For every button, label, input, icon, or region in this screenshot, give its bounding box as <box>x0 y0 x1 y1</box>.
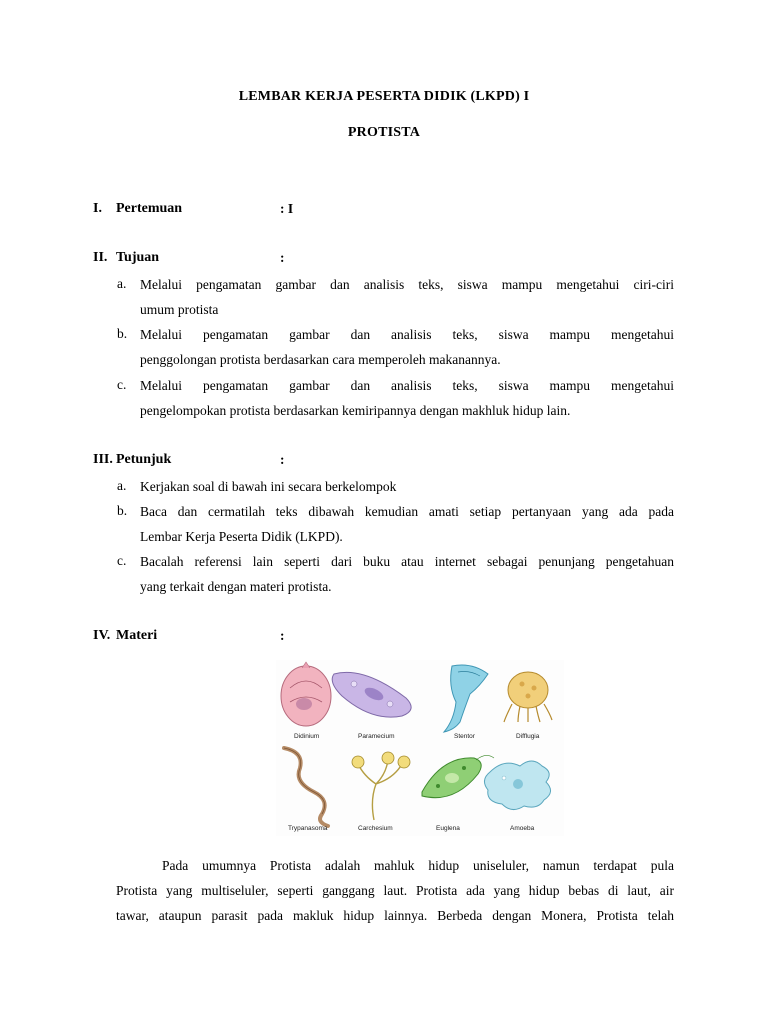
list-item <box>140 474 674 499</box>
section-petunjuk-heading <box>93 452 171 468</box>
paragraph-line: tawar, ataupun parasit pada makluk hidup lainnya. Berbeda dengan Monera, Protista telah <box>116 908 674 923</box>
list-item-line: Kerjakan soal di bawah ini secara berkelompok <box>140 479 397 494</box>
list-item <box>140 549 674 599</box>
paramecium-illustration <box>332 672 411 717</box>
list-letter: b. <box>117 503 128 518</box>
amoeba-illustration <box>484 761 550 810</box>
list-item-line: umum protista <box>140 302 219 317</box>
list-letter: c. <box>117 377 127 392</box>
difflugia-illustration <box>504 672 552 722</box>
section-tujuan-heading <box>93 250 159 266</box>
section-number: III. <box>93 452 113 467</box>
caption-didinium: Didinium <box>294 733 320 740</box>
document-title: LEMBAR KERJA PESERTA DIDIK (LKPD) I <box>238 89 530 104</box>
section-label: Petunjuk <box>116 452 172 467</box>
list-item-line: Bacalah referensi lain seperti dari buku atau internet sebagai penunjang pengetahuan <box>140 554 674 569</box>
list-letter: a. <box>117 276 127 291</box>
materi-paragraph <box>116 853 674 928</box>
list-item <box>140 322 674 372</box>
caption-paramecium: Paramecium <box>358 733 395 740</box>
trypanasoma-illustration <box>284 748 328 826</box>
section-label: Materi <box>116 628 158 643</box>
list-letter: c. <box>117 553 127 568</box>
paragraph-line: Protista yang multiseluler, seperti ganggang laut. Protista ada yang hidup bebas di laut, air <box>116 883 674 898</box>
list-item-line: Melalui pengamatan gambar dan analisis teks, siswa mampu mengetahui ciri-ciri <box>140 277 674 292</box>
caption-trypanasoma: Trypanasoma <box>288 825 328 832</box>
list-item <box>140 499 674 549</box>
section-label: Pertemuan <box>116 201 183 216</box>
carchesium-illustration <box>352 752 410 820</box>
section-pertemuan-value: : I <box>280 201 294 216</box>
list-item <box>140 272 674 322</box>
section-number: IV. <box>93 628 111 643</box>
section-label: Tujuan <box>116 250 160 265</box>
list-letter: a. <box>117 478 127 493</box>
list-item-line: Melalui pengamatan gambar dan analisis teks, siswa mampu mengetahui <box>140 378 674 393</box>
section-materi-colon: : <box>280 628 285 643</box>
list-letter: b. <box>117 326 128 341</box>
list-item-line: Lembar Kerja Peserta Didik (LKPD). <box>140 529 343 544</box>
caption-amoeba: Amoeba <box>510 825 535 832</box>
section-petunjuk-colon: : <box>280 452 285 467</box>
protista-illustration <box>276 660 564 836</box>
section-number: II. <box>93 250 108 265</box>
caption-difflugia: Difflugia <box>516 733 540 740</box>
caption-euglena: Euglena <box>436 825 460 832</box>
list-item-line: yang terkait dengan materi protista. <box>140 579 332 594</box>
didinium-illustration <box>281 662 331 726</box>
list-item <box>140 373 674 423</box>
caption-stentor: Stentor <box>454 733 475 740</box>
paragraph-line-text: Pada umumnya Protista adalah mahluk hidup uniseluler, namun terdapat pula <box>162 858 674 873</box>
paragraph-line <box>116 853 674 878</box>
section-pertemuan-heading <box>93 201 182 217</box>
list-item-line: penggolongan protista berdasarkan cara memperoleh makanannya. <box>140 352 501 367</box>
section-materi-heading <box>93 628 157 644</box>
caption-carchesium: Carchesium <box>358 825 393 832</box>
section-tujuan-colon: : <box>280 250 285 265</box>
list-item-line: pengelompokan protista berdasarkan kemiripannya dengan makhluk hidup lain. <box>140 403 571 418</box>
list-item-line: Melalui pengamatan gambar dan analisis teks, siswa mampu mengetahui <box>140 327 674 342</box>
stentor-illustration <box>444 665 488 732</box>
euglena-illustration <box>422 755 494 797</box>
list-item-line: Baca dan cermatilah teks dibawah kemudian amati setiap pertanyaan yang ada pada <box>140 504 674 519</box>
document-subtitle: PROTISTA <box>347 125 421 140</box>
section-number: I. <box>93 201 102 216</box>
